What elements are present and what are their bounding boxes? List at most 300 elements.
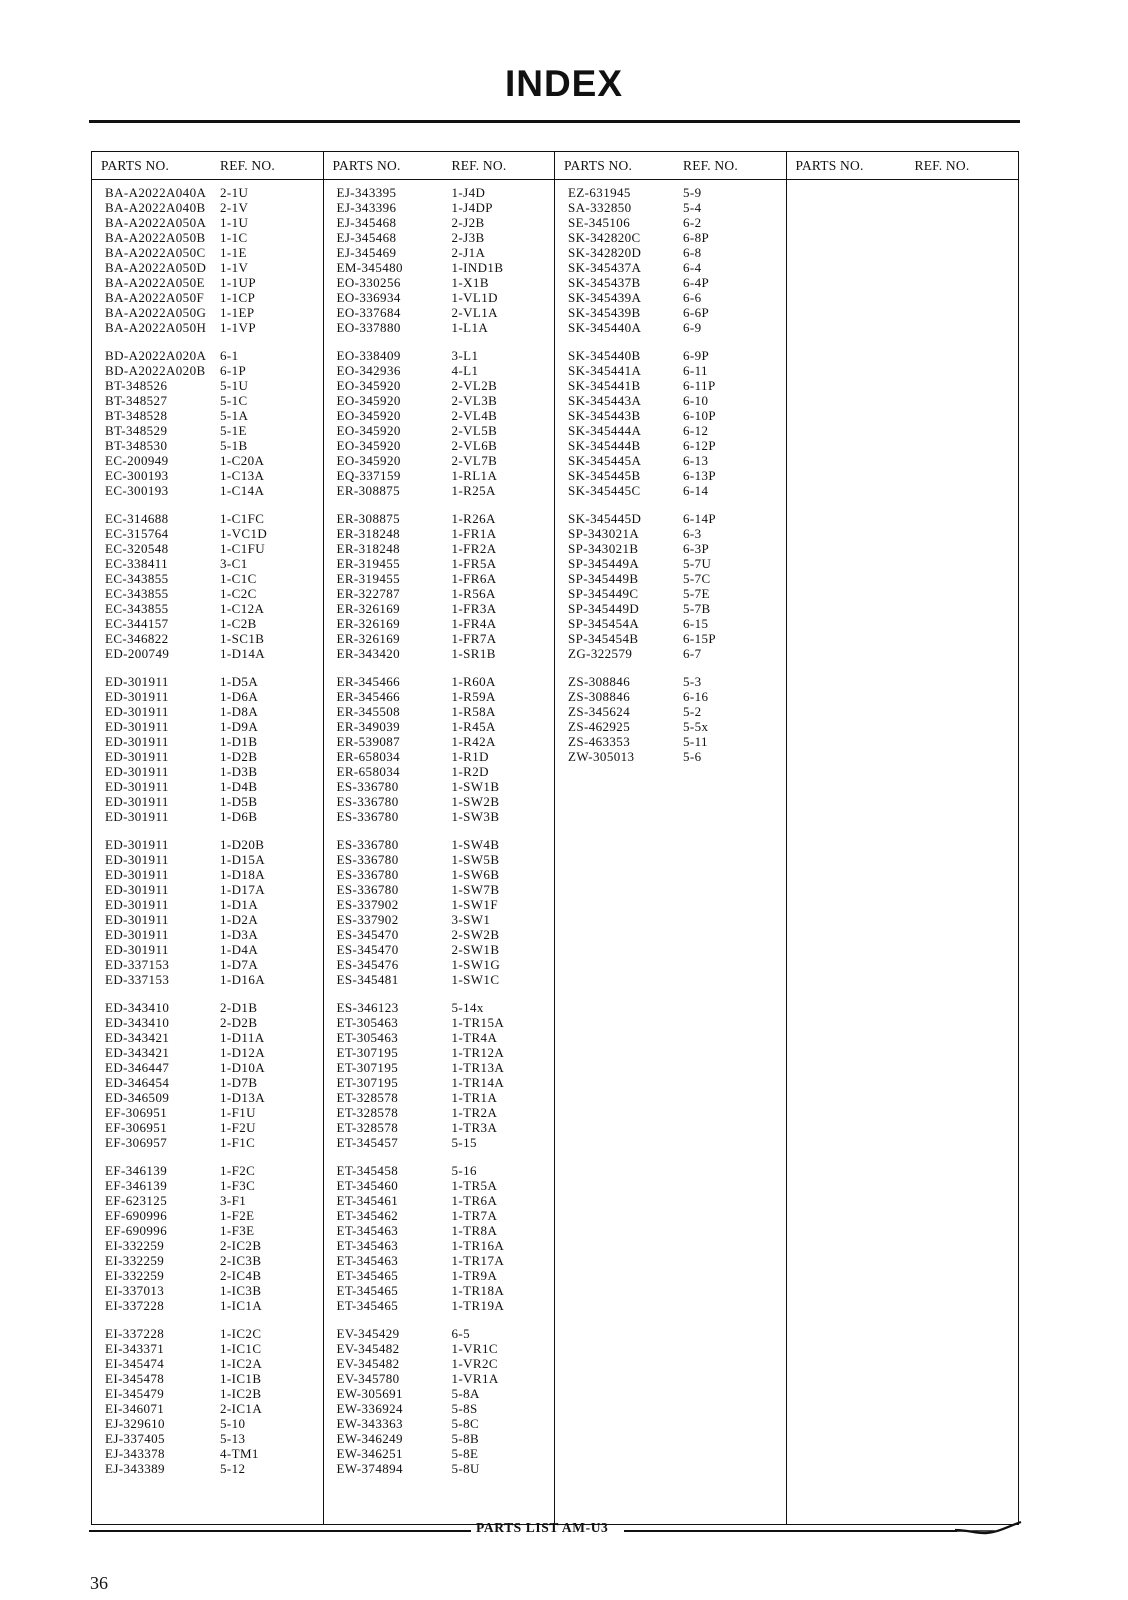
part-number: SP-345449B: [568, 571, 639, 586]
ref-number: 1-D15A: [220, 852, 266, 867]
table-row: [92, 1386, 323, 1401]
table-row: [555, 556, 786, 571]
part-number: BA-A2022A050E: [105, 275, 205, 290]
part-number: SK-345443A: [568, 393, 642, 408]
table-row: [92, 1371, 323, 1386]
ref-number: 1-D1A: [220, 897, 259, 912]
ref-number: 1-FR3A: [451, 601, 497, 616]
part-number: ED-343421: [105, 1045, 170, 1060]
part-number: EC-320548: [105, 541, 169, 556]
ref-number: 1-TR16A: [451, 1238, 505, 1253]
ref-number: 6-9P: [683, 348, 710, 363]
table-row: [555, 541, 786, 556]
part-number: EJ-345468: [336, 215, 397, 230]
part-number: SK-345445A: [568, 453, 642, 468]
table-row: [324, 586, 555, 601]
part-number: ES-345476: [336, 957, 399, 972]
ref-no-header: REF. NO.: [683, 157, 738, 173]
table-row: [92, 348, 323, 363]
part-number: SK-345443B: [568, 408, 641, 423]
table-row: [555, 704, 786, 719]
ref-number: 2-1U: [220, 185, 249, 200]
ref-number: 2-VL2B: [451, 378, 498, 393]
table-row: [92, 704, 323, 719]
table-row: [324, 215, 555, 230]
table-row: [92, 245, 323, 260]
part-number: EC-300193: [105, 483, 169, 498]
part-number: BA-A2022A050B: [105, 230, 206, 245]
table-row: [92, 305, 323, 320]
table-row: [92, 541, 323, 556]
ref-number: 6-12P: [683, 438, 717, 453]
table-row: [324, 1178, 555, 1193]
row-group: [324, 348, 555, 498]
part-number: SP-345454A: [568, 616, 640, 631]
ref-number: 6-8P: [683, 230, 710, 245]
part-number: BA-A2022A050C: [105, 245, 206, 260]
index-column: [324, 152, 556, 1524]
table-row: [92, 1238, 323, 1253]
part-number: SK-345437A: [568, 260, 642, 275]
table-row: [324, 453, 555, 468]
part-number: ED-346454: [105, 1075, 170, 1090]
table-row: [92, 1298, 323, 1313]
ref-number: 5-8A: [451, 1386, 480, 1401]
table-row: [324, 646, 555, 661]
table-row: [324, 764, 555, 779]
part-number: ER-349039: [336, 719, 401, 734]
table-row: [324, 275, 555, 290]
row-group: [324, 1326, 555, 1476]
table-row: [324, 734, 555, 749]
ref-number: 1-FR4A: [451, 616, 497, 631]
part-number: SK-345439A: [568, 290, 642, 305]
table-row: [92, 1356, 323, 1371]
part-number: EW-336924: [336, 1401, 403, 1416]
ref-number: 2-VL5B: [451, 423, 498, 438]
table-row: [324, 882, 555, 897]
ref-number: 6-13: [683, 453, 709, 468]
part-number: SK-345437B: [568, 275, 641, 290]
ref-number: 2-J3B: [451, 230, 485, 245]
table-row: [324, 245, 555, 260]
ref-number: 6-15P: [683, 631, 717, 646]
table-row: [324, 749, 555, 764]
ref-number: 1-TR14A: [451, 1075, 505, 1090]
part-number: BT-348528: [105, 408, 168, 423]
part-number: ED-343410: [105, 1000, 170, 1015]
part-number: ET-345465: [336, 1298, 399, 1313]
table-row: [324, 1193, 555, 1208]
part-number: EC-343855: [105, 586, 169, 601]
ref-number: 3-SW1: [451, 912, 491, 927]
table-row: [92, 1223, 323, 1238]
part-number: ET-345465: [336, 1283, 399, 1298]
part-number: ED-346447: [105, 1060, 170, 1075]
table-row: [92, 897, 323, 912]
part-number: SP-345449A: [568, 556, 640, 571]
part-number: SK-345440A: [568, 320, 642, 335]
part-number: ET-328578: [336, 1105, 399, 1120]
parts-no-header: PARTS NO.: [101, 157, 170, 173]
row-group: [555, 674, 786, 764]
part-number: EC-346822: [105, 631, 169, 646]
ref-number: 1-TR19A: [451, 1298, 505, 1313]
table-row: [555, 631, 786, 646]
part-number: EF-306951: [105, 1120, 168, 1135]
row-group: [92, 1000, 323, 1150]
ref-number: 1-SW1G: [451, 957, 501, 972]
table-row: [92, 1193, 323, 1208]
table-row: [92, 1416, 323, 1431]
part-number: ER-322787: [336, 586, 401, 601]
table-row: [555, 601, 786, 616]
ref-number: 1-1EP: [220, 305, 255, 320]
part-number: ES-336780: [336, 882, 399, 897]
ref-number: 1-SW1C: [451, 972, 500, 987]
footer-rule-right: [624, 1530, 957, 1532]
row-group: [92, 348, 323, 498]
part-number: ED-301911: [105, 867, 169, 882]
ref-number: 1-R59A: [451, 689, 496, 704]
table-row: [324, 1060, 555, 1075]
part-number: EI-345474: [105, 1356, 165, 1371]
table-row: [324, 526, 555, 541]
part-number: EJ-337405: [105, 1431, 165, 1446]
table-row: [324, 305, 555, 320]
table-row: [92, 1075, 323, 1090]
ref-number: 1-TR7A: [451, 1208, 498, 1223]
part-number: BA-A2022A050H: [105, 320, 207, 335]
part-number: EO-345920: [336, 408, 401, 423]
ref-number: 1-R25A: [451, 483, 496, 498]
ref-number: 1-R26A: [451, 511, 496, 526]
table-row: [324, 1401, 555, 1416]
ref-number: 1-SW3B: [451, 809, 500, 824]
part-number: SK-345445B: [568, 468, 641, 483]
table-row: [324, 511, 555, 526]
ref-number: 1-C14A: [220, 483, 265, 498]
part-number: ER-658034: [336, 749, 401, 764]
ref-number: 1-SW7B: [451, 882, 500, 897]
ref-number: 5-1U: [220, 378, 249, 393]
part-number: EJ-343395: [336, 185, 397, 200]
table-row: [92, 927, 323, 942]
ref-number: 1-D11A: [220, 1030, 265, 1045]
ref-number: 2-IC4B: [220, 1268, 262, 1283]
ref-number: 1-SW1B: [451, 779, 500, 794]
part-number: ED-301911: [105, 764, 169, 779]
ref-number: 1-R58A: [451, 704, 496, 719]
table-row: [92, 1045, 323, 1060]
ref-number: 1-1VP: [220, 320, 256, 335]
part-number: SP-343021A: [568, 526, 640, 541]
ref-number: 5-8S: [451, 1401, 478, 1416]
table-row: [92, 779, 323, 794]
ref-number: 2-D2B: [220, 1015, 258, 1030]
ref-number: 1-IC2A: [220, 1356, 263, 1371]
ref-number: 5-1C: [220, 393, 248, 408]
ref-no-header: REF. NO.: [914, 157, 970, 173]
table-row: [324, 912, 555, 927]
part-number: EO-345920: [336, 453, 401, 468]
part-number: ET-345461: [336, 1193, 399, 1208]
part-number: ES-336780: [336, 837, 399, 852]
part-number: EC-344157: [105, 616, 169, 631]
ref-number: 5-8C: [451, 1416, 480, 1431]
ref-number: 1-SW1F: [451, 897, 498, 912]
table-row: [92, 616, 323, 631]
ref-number: 1-TR2A: [451, 1105, 498, 1120]
table-row: [324, 1090, 555, 1105]
table-row: [324, 185, 555, 200]
index-column: [555, 152, 787, 1524]
table-row: [324, 438, 555, 453]
table-row: [92, 1208, 323, 1223]
part-number: ZS-308846: [568, 689, 631, 704]
column-header: [555, 152, 786, 180]
table-row: [92, 468, 323, 483]
ref-number: 1-IC1C: [220, 1341, 262, 1356]
ref-number: 6-10: [683, 393, 709, 408]
part-number: EI-337013: [105, 1283, 165, 1298]
part-number: ZW-305013: [568, 749, 635, 764]
ref-number: 1-C2C: [220, 586, 257, 601]
part-number: BT-348529: [105, 423, 168, 438]
part-number: ES-345470: [336, 927, 399, 942]
part-number: ED-343410: [105, 1015, 170, 1030]
part-number: EF-346139: [105, 1163, 168, 1178]
ref-number: 2-IC3B: [220, 1253, 262, 1268]
table-row: [92, 882, 323, 897]
table-row: [324, 408, 555, 423]
table-row: [92, 1431, 323, 1446]
table-row: [324, 1135, 555, 1150]
part-number: EO-337880: [336, 320, 401, 335]
table-row: [324, 852, 555, 867]
part-number: ER-308875: [336, 511, 401, 526]
part-number: EI-332259: [105, 1238, 165, 1253]
ref-number: 5-7C: [683, 571, 711, 586]
ref-number: 2-SW2B: [451, 927, 500, 942]
ref-number: 5-8U: [451, 1461, 480, 1476]
table-row: [92, 1015, 323, 1030]
part-number: SE-345106: [568, 215, 631, 230]
ref-number: 1-L1A: [451, 320, 489, 335]
table-row: [92, 674, 323, 689]
ref-number: 1-IC1B: [220, 1371, 262, 1386]
table-row: [555, 290, 786, 305]
ref-number: 1-F3E: [220, 1223, 255, 1238]
table-row: [324, 794, 555, 809]
table-row: [92, 290, 323, 305]
part-number: BD-A2022A020B: [105, 363, 206, 378]
ref-number: 1-VR1C: [451, 1341, 498, 1356]
part-number: BA-A2022A050A: [105, 215, 207, 230]
part-number: ER-318248: [336, 526, 401, 541]
ref-number: 1-SW6B: [451, 867, 500, 882]
part-number: ED-301911: [105, 852, 169, 867]
table-row: [92, 378, 323, 393]
table-row: [92, 1283, 323, 1298]
part-number: ZS-462925: [568, 719, 631, 734]
table-row: [324, 897, 555, 912]
part-number: ET-305463: [336, 1015, 399, 1030]
ref-number: 1-R45A: [451, 719, 496, 734]
ref-number: 2-J1A: [451, 245, 486, 260]
table-row: [92, 511, 323, 526]
part-number: BT-348526: [105, 378, 168, 393]
ref-number: 1-F1C: [220, 1135, 256, 1150]
part-number: EM-345480: [336, 260, 403, 275]
part-number: EZ-631945: [568, 185, 631, 200]
ref-number: 1-D7A: [220, 957, 259, 972]
ref-number: 1-D6B: [220, 809, 258, 824]
table-row: [92, 275, 323, 290]
part-number: EV-345482: [336, 1341, 400, 1356]
column-header: [92, 152, 323, 180]
row-group: [324, 837, 555, 987]
part-number: EF-690996: [105, 1223, 168, 1238]
ref-number: 1-D3A: [220, 927, 259, 942]
part-number: ES-337902: [336, 912, 399, 927]
part-number: EJ-329610: [105, 1416, 165, 1431]
part-number: ES-345481: [336, 972, 399, 987]
ref-number: 1-D12A: [220, 1045, 266, 1060]
ref-number: 1-VL1D: [451, 290, 498, 305]
part-number: EW-374894: [336, 1461, 403, 1476]
ref-number: 6-11P: [683, 378, 716, 393]
part-number: ZS-463353: [568, 734, 631, 749]
part-number: SA-332850: [568, 200, 632, 215]
ref-number: 2-VL7B: [451, 453, 498, 468]
ref-number: 1-FR7A: [451, 631, 497, 646]
ref-number: 5-16: [451, 1163, 477, 1178]
part-number: ET-345463: [336, 1223, 399, 1238]
ref-number: 2-J2B: [451, 215, 485, 230]
row-group: [324, 674, 555, 824]
ref-number: 4-TM1: [220, 1446, 259, 1461]
table-row: [555, 393, 786, 408]
part-number: EC-343855: [105, 571, 169, 586]
part-number: ED-337153: [105, 972, 170, 987]
part-number: ED-337153: [105, 957, 170, 972]
ref-number: 1-1E: [220, 245, 247, 260]
part-number: ED-301911: [105, 809, 169, 824]
part-number: ED-301911: [105, 912, 169, 927]
ref-number: 1-X1B: [451, 275, 489, 290]
index-column: [787, 152, 1019, 1524]
part-number: SK-342820C: [568, 230, 641, 245]
parts-no-header: PARTS NO.: [332, 157, 401, 173]
row-group: [555, 511, 786, 661]
table-row: [555, 719, 786, 734]
ref-number: 1-J4D: [451, 185, 486, 200]
table-row: [555, 453, 786, 468]
table-row: [324, 260, 555, 275]
ref-number: 1-C20A: [220, 453, 265, 468]
table-row: [555, 423, 786, 438]
table-row: [92, 1090, 323, 1105]
table-row: [324, 1386, 555, 1401]
table-row: [555, 215, 786, 230]
column-body: [555, 180, 786, 764]
title-rule: [89, 120, 1020, 123]
table-row: [92, 601, 323, 616]
table-row: [555, 230, 786, 245]
part-number: SK-342820D: [568, 245, 642, 260]
ref-number: 3-L1: [451, 348, 479, 363]
table-row: [324, 867, 555, 882]
table-row: [92, 586, 323, 601]
ref-number: 6-4: [683, 260, 702, 275]
ref-number: 1-TR1A: [451, 1090, 498, 1105]
table-row: [555, 438, 786, 453]
table-row: [324, 320, 555, 335]
part-number: EF-690996: [105, 1208, 168, 1223]
row-group: [92, 1163, 323, 1313]
table-row: [555, 586, 786, 601]
table-row: [92, 749, 323, 764]
part-number: ER-319455: [336, 556, 401, 571]
table-row: [555, 378, 786, 393]
ref-number: 6-8: [683, 245, 702, 260]
ref-number: 1-TR15A: [451, 1015, 505, 1030]
part-number: ZS-345624: [568, 704, 631, 719]
ref-number: 1-SW2B: [451, 794, 500, 809]
table-row: [92, 1446, 323, 1461]
table-row: [555, 526, 786, 541]
part-number: EV-345429: [336, 1326, 400, 1341]
row-group: [92, 674, 323, 824]
table-row: [324, 1356, 555, 1371]
table-row: [324, 378, 555, 393]
table-row: [92, 957, 323, 972]
part-number: SP-345454B: [568, 631, 639, 646]
part-number: BA-A2022A050D: [105, 260, 207, 275]
table-row: [92, 185, 323, 200]
part-number: ER-658034: [336, 764, 401, 779]
page-number: 36: [90, 1573, 108, 1593]
table-row: [555, 749, 786, 764]
table-row: [324, 704, 555, 719]
part-number: BT-348527: [105, 393, 168, 408]
table-row: [324, 957, 555, 972]
ref-number: 2-D1B: [220, 1000, 258, 1015]
table-row: [324, 779, 555, 794]
part-number: ED-301911: [105, 689, 169, 704]
ref-number: 1-C13A: [220, 468, 265, 483]
ref-number: 6-4P: [683, 275, 710, 290]
table-row: [92, 1120, 323, 1135]
ref-number: 5-6: [683, 749, 702, 764]
part-number: ES-336780: [336, 794, 399, 809]
part-number: EF-306951: [105, 1105, 168, 1120]
part-number: ET-307195: [336, 1060, 399, 1075]
ref-number: 6-10P: [683, 408, 717, 423]
ref-number: 5-3: [683, 674, 702, 689]
part-number: EI-332259: [105, 1268, 165, 1283]
part-number: ET-345465: [336, 1268, 399, 1283]
part-number: EI-337228: [105, 1326, 165, 1341]
table-row: [324, 689, 555, 704]
table-row: [92, 1000, 323, 1015]
part-number: ET-345460: [336, 1178, 399, 1193]
table-row: [92, 363, 323, 378]
ref-number: 1-1U: [220, 215, 249, 230]
part-number: EI-346071: [105, 1401, 165, 1416]
part-number: EF-346139: [105, 1178, 168, 1193]
